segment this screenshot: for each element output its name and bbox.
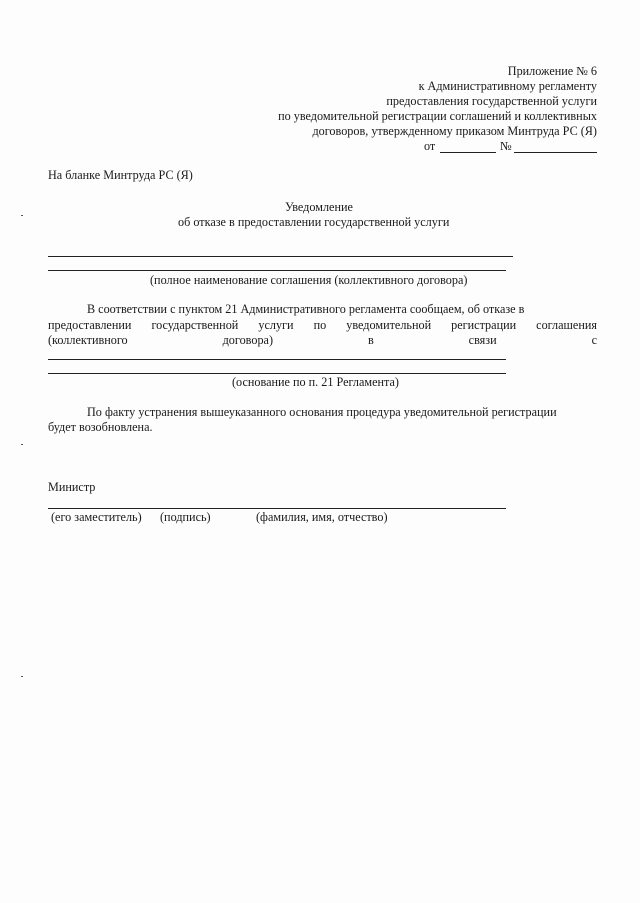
scan-margin-mark <box>21 676 23 677</box>
appendix-line-4: по уведомительной регистрации соглашений и коллективных <box>278 109 597 123</box>
signature-sign-caption: (подпись) <box>160 510 211 524</box>
agreement-caption: (полное наименование соглашения (коллективного договора) <box>150 273 468 287</box>
appendix-line-2: к Административному регламенту <box>418 79 597 93</box>
paragraph-2-line-1: По факту устранения вышеуказанного основания процедура уведомительной регистрации <box>87 405 557 419</box>
appendix-line-3: предоставления государственной услуги <box>386 94 597 108</box>
basis-line-1 <box>48 359 506 360</box>
paragraph-1-line-3: (коллективного договора) в связи с <box>48 333 597 347</box>
signature-line <box>48 508 506 509</box>
date-label: от <box>424 139 436 153</box>
agreement-line-2 <box>48 270 506 271</box>
signature-name-caption: (фамилия, имя, отчество) <box>256 510 388 524</box>
paragraph-2-line-2: будет возобновлена. <box>48 420 153 434</box>
basis-line-2 <box>48 373 506 374</box>
agreement-line-1 <box>48 256 513 257</box>
notice-title: Уведомление <box>285 200 353 214</box>
appendix-line-5: договоров, утвержденному приказом Минтруда РС (Я) <box>312 124 597 138</box>
letterhead-note: На бланке Минтруда РС (Я) <box>48 168 193 182</box>
scan-margin-mark <box>21 444 23 445</box>
appendix-number: Приложение № 6 <box>507 64 597 78</box>
notice-subtitle: об отказе в предоставлении государственной услуги <box>178 215 450 229</box>
number-field <box>514 152 597 153</box>
scan-margin-mark <box>21 215 23 216</box>
number-label: № <box>500 139 512 153</box>
signature-deputy-caption: (его заместитель) <box>51 510 142 524</box>
date-field <box>440 152 496 153</box>
paragraph-1-line-2: предоставлении государственной услуги по уведомительной регистрации соглашения <box>48 318 597 332</box>
signature-title: Министр <box>48 480 96 494</box>
paragraph-1-line-1: В соответствии с пунктом 21 Административного регламента сообщаем, об отказе в <box>87 302 525 316</box>
basis-caption: (основание по п. 21 Регламента) <box>232 375 399 389</box>
